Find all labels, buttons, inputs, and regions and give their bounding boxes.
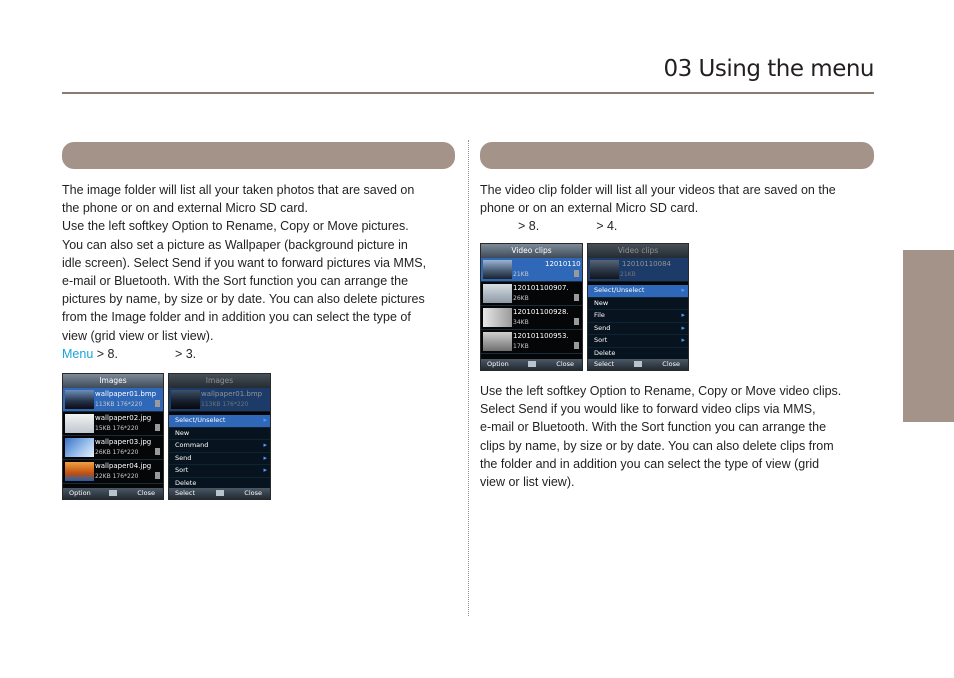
- ok-icon[interactable]: [634, 361, 642, 367]
- menu-item[interactable]: [169, 428, 270, 441]
- list-item[interactable]: [588, 258, 688, 282]
- file-icon: [574, 270, 579, 277]
- thumbnail: [65, 438, 94, 457]
- menu-item[interactable]: [169, 453, 270, 466]
- menu-item-label: Sort: [175, 466, 189, 474]
- list-item[interactable]: [63, 460, 163, 484]
- list-item[interactable]: [63, 436, 163, 460]
- file-name: 12010110084: [622, 260, 671, 268]
- images-description: [62, 181, 426, 363]
- chevron-right-icon: ▸: [263, 453, 267, 462]
- menu-item-label: Command: [175, 441, 209, 449]
- list-item[interactable]: [63, 412, 163, 436]
- softkey-left[interactable]: Option: [487, 360, 509, 368]
- text-line: You can also set a picture as Wallpaper (background picture in: [62, 237, 408, 252]
- thumbnail: [483, 284, 512, 303]
- text-line: clips by name, by size or by date. You can also delete clips from: [480, 438, 834, 453]
- file-icon: [155, 448, 160, 455]
- text-line: from the Image folder and in addition you can select the type of: [62, 310, 411, 325]
- text-line: Select Send if you would like to forward video clips via MMS,: [480, 402, 816, 417]
- softkey-right[interactable]: Close: [244, 489, 262, 497]
- images-options-screen: [168, 373, 271, 500]
- softkey-right[interactable]: Close: [662, 360, 680, 368]
- page-title: 03 Using the menu: [663, 56, 874, 82]
- file-name: wallpaper04.jpg: [95, 462, 152, 470]
- ok-icon[interactable]: [109, 490, 117, 496]
- section-bar-images: [62, 142, 455, 169]
- menu-item-label: Send: [594, 323, 611, 332]
- list-item[interactable]: [169, 388, 270, 412]
- path-step: > 8.: [518, 219, 540, 234]
- thumbnail: [65, 462, 94, 481]
- chevron-right-icon: ▸: [263, 441, 267, 449]
- text-line: Use the left softkey Option to Rename, Copy or Move pictures.: [62, 219, 409, 234]
- text-line: view or list view).: [480, 475, 575, 490]
- text-line: phone or on an external Micro SD card.: [480, 201, 699, 216]
- file-name: wallpaper03.jpg: [95, 438, 152, 446]
- menu-item-label: Sort: [594, 336, 608, 344]
- text-line: The video clip folder will list all your videos that are saved on the: [480, 183, 836, 197]
- list-item[interactable]: [63, 388, 163, 412]
- menu-item-label: Delete: [175, 478, 197, 487]
- menu-item-label: Select/Unselect: [175, 416, 226, 424]
- file-info: 26KB: [513, 295, 529, 302]
- menu-item[interactable]: [169, 415, 270, 428]
- screen-title: Images: [63, 374, 163, 388]
- thumbnail: [65, 390, 94, 409]
- softkey-right[interactable]: Close: [556, 360, 574, 368]
- text-line: pictures by name, by size or by date. You can also delete pictures: [62, 292, 425, 307]
- text-line: The image folder will list all your taken photos that are saved on: [62, 183, 415, 197]
- text-line: idle screen). Select Send if you want to forward pictures via MMS,: [62, 255, 427, 270]
- path-step: > 3.: [174, 346, 197, 361]
- softkey-bar: [481, 359, 582, 370]
- text-line: e-mail or Bluetooth. With the Sort function you can arrange the: [480, 420, 827, 435]
- file-info: 17KB: [513, 343, 529, 350]
- menu-path: [62, 345, 426, 363]
- file-name: 120101100953.: [513, 332, 569, 340]
- menu-item[interactable]: [588, 298, 688, 311]
- text-line: view (grid view or list view).: [62, 328, 214, 343]
- file-name: wallpaper01.bmp: [95, 390, 157, 398]
- chevron-right-icon: ▸: [681, 336, 685, 344]
- options-menu: [169, 415, 270, 490]
- file-info: 22KB 176*220: [95, 473, 139, 480]
- chevron-right-icon: ▸: [681, 323, 685, 332]
- menu-item[interactable]: [588, 335, 688, 348]
- file-info: 26KB 176*220: [95, 449, 139, 456]
- softkey-left[interactable]: Option: [69, 489, 91, 497]
- menu-item-label: Delete: [594, 348, 616, 357]
- file-info: 15KB 176*220: [95, 425, 139, 432]
- softkey-bar: [63, 488, 163, 499]
- video-description: [480, 181, 836, 236]
- thumbnail: [171, 390, 200, 409]
- thumbnail: [483, 260, 512, 279]
- text-line: Use the left softkey Option to Rename, Copy or Move video clips.: [480, 384, 842, 398]
- thumbnail: [483, 332, 512, 351]
- file-icon: [155, 424, 160, 431]
- menu-item[interactable]: [588, 310, 688, 323]
- file-icon: [155, 400, 160, 407]
- video-options-screen: [587, 243, 689, 371]
- text-line: the phone or on and external Micro SD card.: [62, 201, 308, 216]
- softkey-bar: [169, 488, 270, 499]
- video-list-screen: [480, 243, 583, 371]
- file-info: 21KB: [620, 271, 636, 278]
- chapter-side-tab: [903, 250, 954, 422]
- video-options-description: [480, 382, 841, 491]
- screen-title: Video clips: [588, 244, 688, 258]
- images-list-screen: [62, 373, 164, 500]
- file-icon: [574, 294, 579, 301]
- chevron-right-icon: ▸: [681, 311, 685, 319]
- thumbnail: [483, 308, 512, 327]
- file-icon: [574, 318, 579, 325]
- list-item[interactable]: [481, 258, 582, 282]
- menu-item[interactable]: [169, 440, 270, 453]
- chevron-right-icon: ▸: [263, 416, 267, 424]
- file-info: 34KB: [513, 319, 529, 326]
- softkey-bar: [588, 359, 688, 370]
- file-name: 120101100907.: [513, 284, 569, 292]
- menu-item-label: Send: [175, 453, 192, 462]
- ok-icon[interactable]: [216, 490, 224, 496]
- menu-item[interactable]: [169, 465, 270, 478]
- title-rule: [62, 92, 874, 94]
- list-item[interactable]: [481, 306, 582, 330]
- menu-path: [480, 217, 836, 235]
- thumbnail: [590, 260, 619, 279]
- file-icon: [574, 342, 579, 349]
- thumbnail: [65, 414, 94, 433]
- file-name: wallpaper01.bmp: [201, 390, 263, 398]
- softkey-left[interactable]: Select: [594, 360, 615, 368]
- section-bar-video-clips: [480, 142, 874, 169]
- screen-title: Video clips: [481, 244, 582, 258]
- options-menu: [588, 285, 688, 360]
- chevron-right-icon: ▸: [263, 466, 267, 474]
- file-info: 113KB 176*220: [95, 401, 143, 408]
- file-info: 21KB: [513, 271, 529, 278]
- column-divider: [468, 140, 469, 616]
- screen-title: Images: [169, 374, 270, 388]
- file-name: 120101100928.: [513, 308, 569, 316]
- file-name: wallpaper02.jpg: [95, 414, 152, 422]
- text-line: e-mail or Bluetooth. With the Sort function you can arrange the: [62, 274, 409, 289]
- menu-item[interactable]: [588, 285, 688, 298]
- softkey-left[interactable]: Select: [175, 489, 196, 497]
- path-step: > 4.: [596, 219, 618, 234]
- menu-item-label: New: [175, 428, 190, 437]
- file-info: 113KB 176*220: [201, 401, 249, 408]
- menu-item-label: File: [594, 311, 605, 319]
- softkey-right[interactable]: Close: [137, 489, 155, 497]
- file-name: 12010110: [545, 260, 581, 268]
- menu-link[interactable]: Menu: [62, 346, 94, 361]
- list-item[interactable]: [481, 330, 582, 354]
- file-icon: [155, 472, 160, 479]
- list-item[interactable]: [481, 282, 582, 306]
- ok-icon[interactable]: [528, 361, 536, 367]
- menu-item[interactable]: [588, 323, 688, 336]
- menu-item-label: New: [594, 298, 609, 307]
- menu-item-label: Select/Unselect: [594, 286, 645, 294]
- text-line: the folder and in addition you can select the type of view (grid: [480, 456, 820, 471]
- chevron-right-icon: ▸: [681, 286, 685, 294]
- path-step: > 8.: [93, 346, 118, 361]
